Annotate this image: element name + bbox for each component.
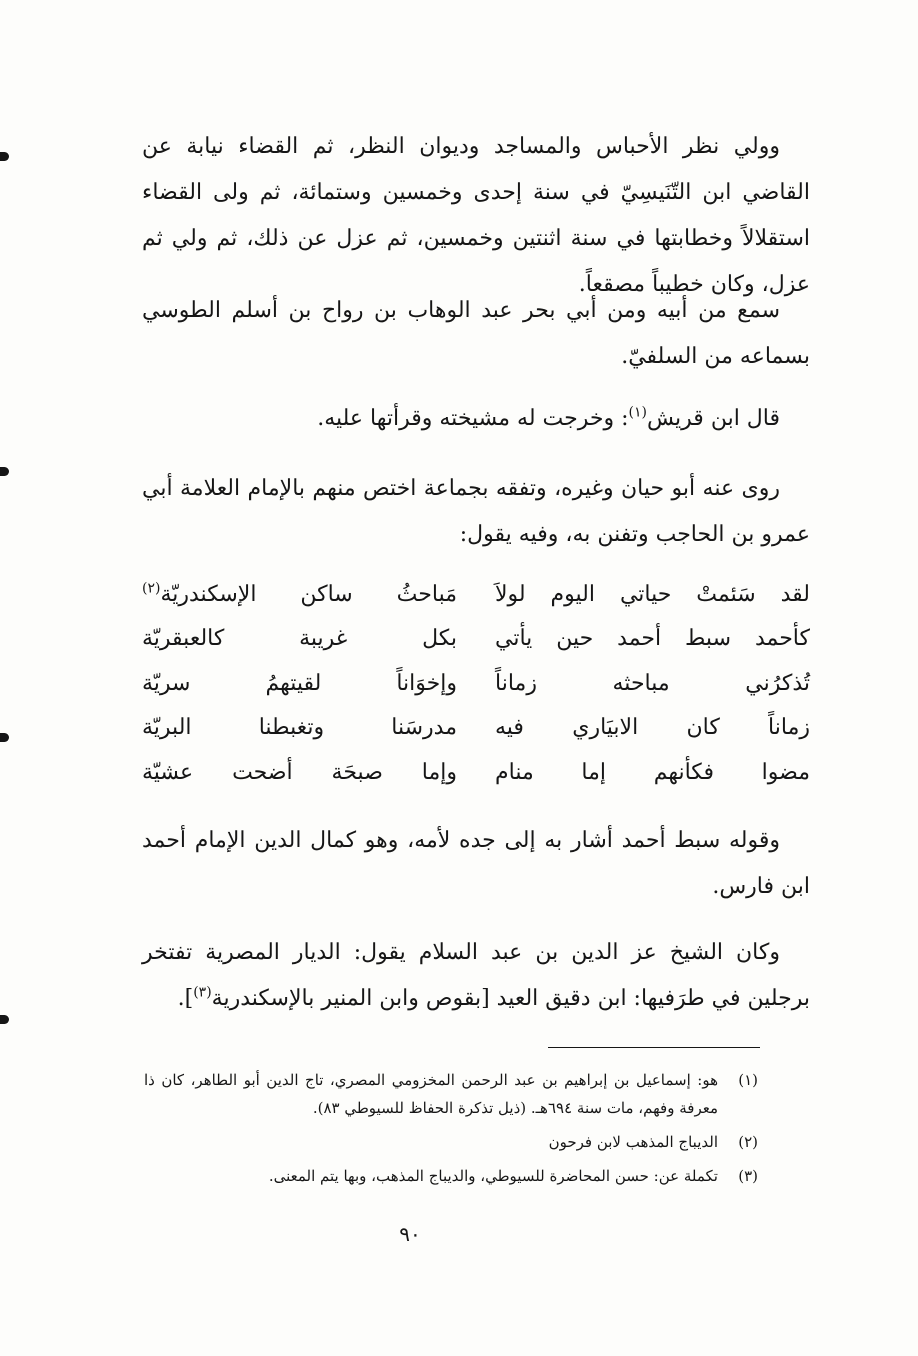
paragraph-students: روى عنه أبو حيان وغيره، وتفقه بجماعة اختص منهم بالإمام العلامة أبي عمرو بن الحاجب وتفنن به، وفيه يقول: (142, 476, 810, 547)
paragraph-sibt-ahmad: وقوله سبط أحمد أشار به إلى جده لأمه، وهو كمال الدين الإمام أحمد ابن فارس. (142, 828, 810, 899)
verse-second-hemistich (142, 582, 457, 607)
paragraph-text: ]. (177, 986, 194, 1011)
poem (142, 572, 810, 795)
poem-verse (142, 617, 810, 662)
poem-verse (142, 661, 810, 706)
hemistich-text: مَباحثُ ساكن الإسكندريّة (160, 581, 457, 607)
footnote-separator (548, 1047, 760, 1048)
footnote-ref-2[interactable]: (٢) (142, 580, 161, 597)
margin-mark (0, 733, 9, 742)
verse-second-hemistich: وإما صبحَة أضحت عشيّة (142, 759, 457, 785)
margin-mark (0, 467, 9, 476)
poem-verse (142, 750, 810, 795)
footnote-3 (144, 1162, 758, 1190)
verse-second-hemistich: مدرسَنا وتغبطنا البريّة (142, 715, 457, 741)
paragraph-appointments: وولي نظر الأحباس والمساجد وديوان النظر، ثم القضاء نيابة عن القاضي ابن التّنَيسِيّ في سنة إحدى وخمسين وستمائة، ثم ولى القضاء استقلالاً وخطابتها في سنة اثنتين وخمسين، ثم عزل عن ذلك، ثم ولي ثم عزل، وكان خطيباً مصقعاً. (142, 134, 810, 297)
verse-first-hemistich: لقد سَئمتْ حياتي اليوم لولاَ (495, 581, 810, 607)
paragraph-text: : وخرجت له مشيخته وقرأتها عليه. (317, 406, 629, 431)
footnote-ref-3[interactable]: (٣) (193, 984, 212, 1001)
verse-first-hemistich: مضوا فكأنهم إما منام (495, 759, 810, 785)
paragraph-hearing: سمع من أبيه ومن أبي بحر عبد الوهاب بن رواح بن أسلم الطوسي بسماعه من السلفيّ. (142, 298, 810, 369)
verse-second-hemistich: بكل غريبة كالعبقريّة (142, 626, 457, 652)
footnote-text: تكملة عن: حسن المحاضرة للسيوطي، والديباج المذهب، وبها يتم المعنى. (268, 1167, 718, 1185)
verse-first-hemistich: زماناً كان الابيَاري فيه (495, 715, 810, 741)
footnote-1 (144, 1066, 758, 1122)
footnote-2 (144, 1128, 758, 1156)
paragraph-text: وكان الشيخ عز الدين بن عبد السلام يقول: الديار المصرية تفتخر برجلين في طرَفيها: ابن دقيق العيد [بقوص وابن المنير بالإسكندرية (142, 940, 810, 1011)
footnote-text: الديباج المذهب لابن فرحون (548, 1133, 718, 1151)
poem-verse (142, 706, 810, 751)
poem-verse (142, 572, 810, 617)
footnote-ref-1[interactable]: (١) (628, 404, 647, 421)
footnote-text: هو: إسماعيل بن إبراهيم بن عبد الرحمن المخزومي المصري، تاج الدين أبو الطاهر، كان ذا معرفة وفهم، مات سنة ٦٩٤هـ. (ذيل تذكرة الحفاظ للسيوطي ٨٣). (144, 1071, 718, 1117)
footnote-number: (٣) (738, 1167, 758, 1185)
paragraph-ibn-quraysh (142, 396, 810, 442)
paragraph-text: قال ابن قريش (647, 406, 780, 431)
footnote-number: (١) (738, 1071, 758, 1089)
page-number: ٩٠ (399, 1222, 421, 1246)
footnote-number: (٢) (738, 1133, 758, 1151)
margin-mark (0, 1015, 9, 1024)
footnotes (144, 1066, 758, 1196)
verse-second-hemistich: وإخوَاناً لقيتهمُ سريّة (142, 670, 457, 696)
margin-mark (0, 152, 9, 161)
paragraph-izz-al-din (142, 930, 810, 1022)
verse-first-hemistich: تُذكرُني مباحثه زماناً (495, 670, 810, 696)
verse-first-hemistich: كأحمد سبط أحمد حين يأتي (495, 626, 810, 652)
